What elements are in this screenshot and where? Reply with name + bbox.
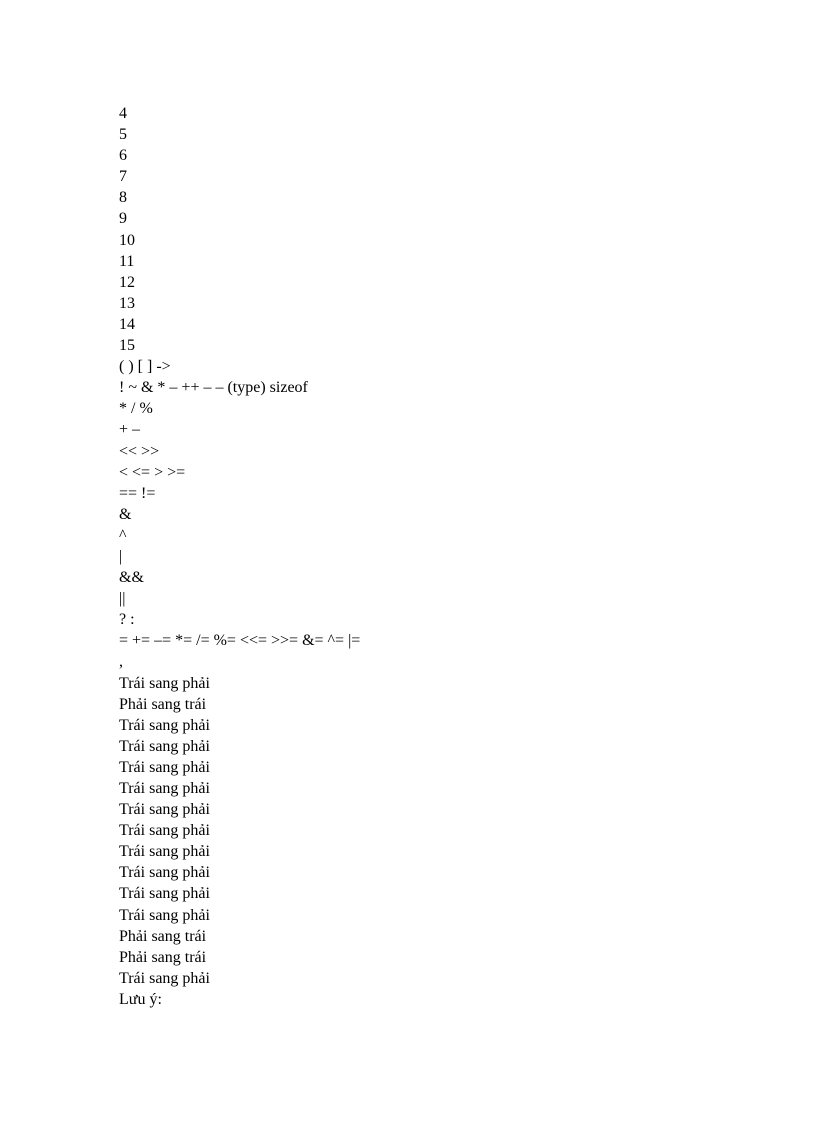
operator-group: + – bbox=[119, 421, 141, 439]
operator-group: ? : bbox=[119, 611, 135, 629]
operator-group: ( ) [ ] -> bbox=[119, 358, 171, 376]
operator-group: || bbox=[119, 590, 126, 608]
associativity-list bbox=[119, 673, 719, 989]
operator-group: == != bbox=[119, 484, 156, 502]
associativity-entry: Trái sang phải bbox=[119, 758, 210, 776]
operator-group: ^ bbox=[119, 526, 127, 544]
priority-level: 7 bbox=[119, 168, 127, 186]
operator-list bbox=[119, 356, 719, 672]
associativity-entry: Trái sang phải bbox=[119, 864, 210, 882]
associativity-entry: Trái sang phải bbox=[119, 716, 210, 734]
operator-group: ! ~ & * – ++ – – (type) sizeof bbox=[119, 379, 308, 397]
associativity-entry: Trái sang phải bbox=[119, 969, 210, 987]
associativity-entry: Trái sang phải bbox=[119, 906, 210, 924]
associativity-entry: Trái sang phải bbox=[119, 737, 210, 755]
operator-group: & bbox=[119, 505, 132, 523]
priority-level: 4 bbox=[119, 105, 127, 122]
associativity-entry: Trái sang phải bbox=[119, 822, 210, 840]
priority-level: 9 bbox=[119, 210, 127, 228]
priority-level: 15 bbox=[119, 337, 135, 355]
operator-group: << >> bbox=[119, 442, 160, 460]
associativity-entry: Phải sang trái bbox=[119, 695, 207, 713]
priority-level: 13 bbox=[119, 294, 135, 312]
note-label: Lưu ý: bbox=[119, 990, 162, 1008]
priority-level: 11 bbox=[119, 252, 135, 270]
associativity-entry: Phải sang trái bbox=[119, 948, 207, 966]
operator-group: | bbox=[119, 547, 123, 565]
priority-level: 8 bbox=[119, 189, 127, 207]
operator-group: * / % bbox=[119, 400, 153, 418]
priority-level: 6 bbox=[119, 147, 127, 165]
operator-group: = += –= *= /= %= <<= >>= &= ^= |= bbox=[119, 632, 361, 650]
document-body bbox=[119, 103, 719, 1010]
operator-group: && bbox=[119, 569, 144, 587]
associativity-entry: Trái sang phải bbox=[119, 801, 210, 819]
priority-level: 12 bbox=[119, 273, 135, 291]
associativity-entry: Trái sang phải bbox=[119, 674, 210, 692]
priority-level-list bbox=[119, 103, 719, 356]
operator-group: , bbox=[119, 653, 123, 671]
associativity-entry: Trái sang phải bbox=[119, 780, 210, 797]
priority-level: 10 bbox=[119, 231, 135, 249]
operator-group: < <= > >= bbox=[119, 463, 186, 481]
associativity-entry: Trái sang phải bbox=[119, 885, 210, 903]
associativity-entry: Trái sang phải bbox=[119, 843, 210, 861]
priority-level: 14 bbox=[119, 315, 135, 333]
priority-level: 5 bbox=[119, 126, 127, 144]
associativity-entry: Phải sang trái bbox=[119, 927, 207, 945]
